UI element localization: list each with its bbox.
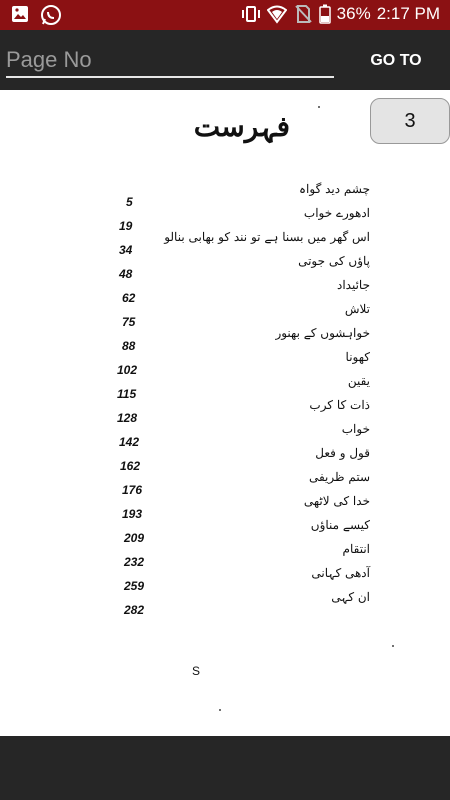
toc-entry-page: 5 bbox=[126, 195, 133, 209]
toc-entry-title: ان کہی bbox=[331, 590, 370, 604]
notification-icons bbox=[10, 4, 60, 24]
system-icons bbox=[241, 4, 440, 24]
toc-entry-page: 102 bbox=[117, 363, 138, 377]
bottom-bar bbox=[0, 736, 450, 800]
page-title: فہرست bbox=[193, 110, 290, 143]
toc-entry-page: 209 bbox=[124, 531, 145, 545]
toc-entry-title: یقین bbox=[347, 374, 370, 388]
toc-entry-title: خدا کی لاٹھی bbox=[303, 494, 370, 508]
toc-entry-page: 176 bbox=[122, 483, 143, 497]
toc-entry-title: آدھی کہانی bbox=[311, 566, 370, 580]
toc-entry-page: 115 bbox=[117, 387, 137, 401]
whatsapp-icon bbox=[40, 4, 60, 24]
toc-entry-title: خواب bbox=[341, 422, 370, 436]
toc-entry-title: ذات کا کرب bbox=[309, 398, 370, 412]
go-to-button[interactable]: GO TO bbox=[358, 46, 434, 76]
toc-entry-page: 62 bbox=[122, 291, 136, 305]
toc-entry-title: پاؤں کی جوتی bbox=[298, 254, 370, 268]
status-bar bbox=[0, 0, 450, 30]
toc-entry-page: 48 bbox=[119, 267, 133, 281]
toc-entry-page: 232 bbox=[124, 555, 145, 569]
toc-entry-title: چشم دید گواہ bbox=[299, 182, 370, 196]
toc-entry-title: اس گھر میں بسنا ہے تو نند کو بھابی بنالو bbox=[164, 230, 370, 244]
toc-entry-page: 128 bbox=[117, 411, 138, 425]
toc-entry-title: خواہشوں کے بھنور bbox=[275, 326, 370, 340]
vibrate-icon bbox=[241, 4, 261, 24]
speck bbox=[318, 106, 320, 108]
battery-icon bbox=[319, 4, 331, 24]
toc-entry-page: 88 bbox=[122, 339, 136, 353]
toc-entry-page: 193 bbox=[122, 507, 143, 521]
toc-entry-page: 259 bbox=[124, 579, 145, 593]
footer-mark: S bbox=[192, 664, 201, 678]
page-indicator: 3 bbox=[370, 98, 450, 144]
toc-entry-title: کیسے مناؤں bbox=[310, 518, 370, 532]
pdf-page[interactable] bbox=[0, 90, 450, 736]
toc-entry-page: 75 bbox=[122, 315, 136, 329]
toc-entry-page: 142 bbox=[119, 435, 140, 449]
wifi-icon bbox=[267, 4, 287, 24]
toc-entry-title: ادھورے خواب bbox=[303, 206, 370, 220]
speck bbox=[219, 709, 221, 711]
toc-entry-title: انتقام bbox=[342, 542, 370, 556]
toc-entry-title: قول و فعل bbox=[315, 446, 370, 460]
no-sim-icon bbox=[293, 4, 313, 24]
toc-entry-page: 19 bbox=[119, 219, 133, 233]
page-number-input[interactable] bbox=[6, 44, 334, 78]
battery-percent: 36% bbox=[336, 4, 371, 23]
toc-entry-page: 34 bbox=[119, 243, 133, 257]
toc-entry-title: جائیداد bbox=[336, 278, 370, 292]
toc-entry-page: 282 bbox=[124, 603, 145, 617]
toc-entry-page: 162 bbox=[120, 459, 141, 473]
toc-entry-title: ستم ظریفی bbox=[308, 470, 370, 484]
toc-entry-title: کھونا bbox=[345, 350, 370, 364]
toc-entry-title: تلاش bbox=[344, 302, 370, 316]
clock: 2:17 PM bbox=[376, 4, 440, 23]
speck bbox=[392, 645, 394, 647]
gallery-icon bbox=[10, 4, 30, 24]
